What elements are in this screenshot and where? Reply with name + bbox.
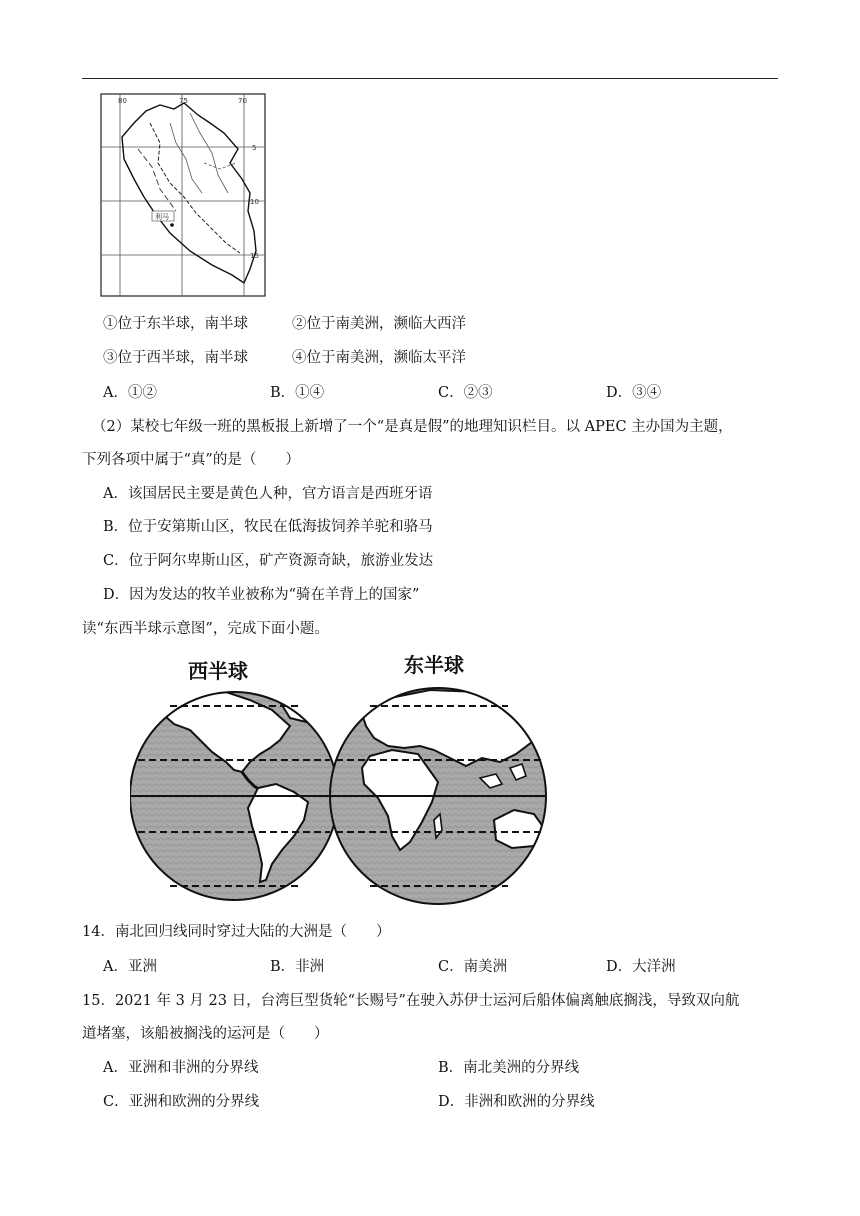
peru-map — [100, 93, 266, 297]
q15-choice-c: C．亚洲和欧洲的分界线 — [103, 1094, 260, 1110]
q13-option-4: ④位于南美洲，濒临太平洋 — [292, 350, 466, 366]
lat-label-10: 10 — [250, 198, 259, 206]
q15-choice-b: B．南北美洲的分界线 — [438, 1060, 580, 1076]
q13-choice-c: C．②③ — [438, 385, 493, 401]
lima-label: 利马 — [155, 213, 169, 221]
q13-choice-a: A．①② — [103, 385, 157, 401]
q15-stem-line2: 道堵塞，该船被搁浅的运河是（ ） — [82, 1026, 329, 1042]
header-rule — [82, 78, 778, 79]
lat-label-5: 5 — [252, 144, 257, 152]
q14-stem: 14．南北回归线同时穿过大陆的大洲是（ ） — [82, 924, 391, 940]
hemispheres-map — [130, 650, 550, 910]
q13-2-choice-c: C．位于阿尔卑斯山区，矿产资源奇缺，旅游业发达 — [103, 553, 434, 569]
lon-label-80: 80 — [118, 97, 127, 105]
q13-2-choice-d: D．因为发达的牧羊业被称为“骑在羊背上的国家” — [103, 587, 420, 603]
section-intro: 读“东西半球示意图”，完成下面小题。 — [82, 621, 329, 637]
q14-choice-a: A．亚洲 — [103, 959, 157, 975]
q14-choice-c: C．南美洲 — [438, 959, 508, 975]
q13-option-1: ①位于东半球，南半球 — [103, 316, 248, 332]
q13-2-choice-a: A．该国居民主要是黄色人种，官方语言是西班牙语 — [103, 486, 433, 502]
q15-stem-line1: 15．2021 年 3 月 23 日，台湾巨型货轮“长赐号”在驶入苏伊士运河后船体偏离触底搁浅，导致双向航 — [82, 993, 740, 1009]
lon-label-70: 70 — [238, 97, 247, 105]
east-hemisphere-label: 东半球 — [404, 653, 464, 677]
q13-option-2: ②位于南美洲，濒临大西洋 — [292, 316, 466, 332]
q15-choice-d: D．非洲和欧洲的分界线 — [438, 1094, 595, 1110]
q13-2-choice-b: B．位于安第斯山区，牧民在低海拔饲养羊驼和骆马 — [103, 519, 433, 535]
q13-choice-d: D．③④ — [606, 385, 662, 401]
q15-choice-a: A．亚洲和非洲的分界线 — [103, 1060, 259, 1076]
q13-choice-b: B．①④ — [270, 385, 325, 401]
lon-label-75: 75 — [179, 97, 188, 105]
q14-choice-d: D．大洋洲 — [606, 959, 676, 975]
q13-2-stem-line1: （2）某校七年级一班的黑板报上新增了一个“是真是假”的地理知识栏目。以 APEC 主办国为主题， — [92, 419, 733, 435]
q13-2-stem-line2: 下列各项中属于“真”的是（ ） — [82, 452, 300, 468]
lat-label-15: 15 — [250, 252, 259, 260]
q13-option-3: ③位于西半球，南半球 — [103, 350, 248, 366]
q14-choice-b: B．非洲 — [270, 959, 325, 975]
west-hemisphere-label: 西半球 — [188, 659, 248, 683]
